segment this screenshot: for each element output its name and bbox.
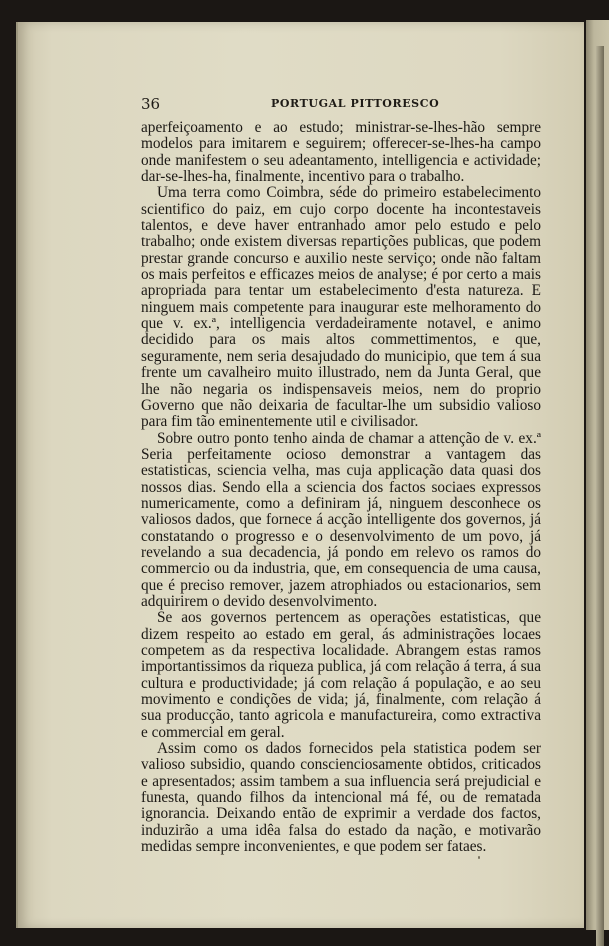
paragraph-local-administration: Se aos governos pertencem as operações estatisticas, que dizem respeito ao estado em geral, ás administrações locaes competem as da respectiva localidade. Abrangem estas ramos importantissimos da riqueza publica, já com relação á terra, á sua cultura e productividade; já com relação á população, e ao seu movimento e condições de vida; já, finalmente, com relação á sua producção, tanto agricola e manufactureira, como extractiva e commercial em geral.	[141, 609, 541, 741]
running-head	[141, 95, 541, 113]
paragraph-data-influence: Assim como os dados fornecidos pela statistica podem ser valioso subsidio, quando conscienciosamente obtidos, criticados e apresentados; assim tambem a sua influencia será prejudicial e funesta, quando filhos da intencional má fé, ou de rematada ignorancia. Deixando então de exprimir a verdade dos factos, induzirão a uma idêa falsa do estado da nação, e motivarão medidas sempre inconvenientes, e que podem ser fataes.	[141, 740, 541, 856]
page-number: 36	[141, 95, 161, 113]
paragraph-coimbra: Uma terra como Coimbra, séde do primeiro estabelecimento scientifico do paiz, em cujo corpo docente ha incontestaveis talentos, e deve haver entranhado amor pelo estudo e pelo trabalho; onde existem diversas repartições publicas, que podem prestar grande concurso e auxilio neste serviço; onde não faltam os mais perfeitos e efficazes meios de analyse; é por certo a mais apropriada para tentar um estabelecimento d'esta natureza. E ninguem mais competente para inaugurar este melhoramento do que v. ex.ª, intelligencia verdadeiramente notavel, e animo decidido para os mais altos commettimentos, e que, seguramente, nem seria desajudado do municipio, que tem á sua frente um cavalheiro muito illustrado, nem da Junta Geral, que lhe não negaria os indispensaveis meios, nem do proprio Governo que não deixaria de facultar-lhe um subsidio valioso para fim tão eminentemente util e civilisador.	[141, 184, 541, 431]
paper-speck	[478, 856, 480, 859]
body-text	[141, 120, 541, 855]
page-gutter-shadow	[596, 46, 604, 946]
paragraph-statistics: Sobre outro ponto tenho ainda de chamar a attenção de v. ex.ª Seria perfeitamente ocioso demonstrar a vantagem das estatisticas, sciencia velha, mas cuja applicação data quasi dos nossos dias. Sendo ella a sciencia dos factos sociaes expressos numericamente, como a definiram já, ninguem desconhece os valiosos dados, que fornece á acção intelligente dos governos, já constatando o progresso e o desenvolvimento de um povo, já revelando a sua decadencia, já pondo em relevo os ramos do commercio ou da industria, que, em consequencia de uma causa, que é preciso remover, jazem atrophiados ou estacionarios, sem adquirirem o devido desenvolvimento.	[141, 429, 541, 610]
running-title: PORTUGAL PITTORESCO	[271, 97, 440, 110]
paragraph-continuation: aperfeiçoamento e ao estudo; ministrar-se-lhes-hão sempre modelos para imitarem e seguirem; offerecer-se-lhes-ha campo onde manifestem o seu adeantamento, intelligencia e actividade; dar-se-lhes-ha, finalmente, incentivo para o trabalho.	[141, 119, 541, 186]
